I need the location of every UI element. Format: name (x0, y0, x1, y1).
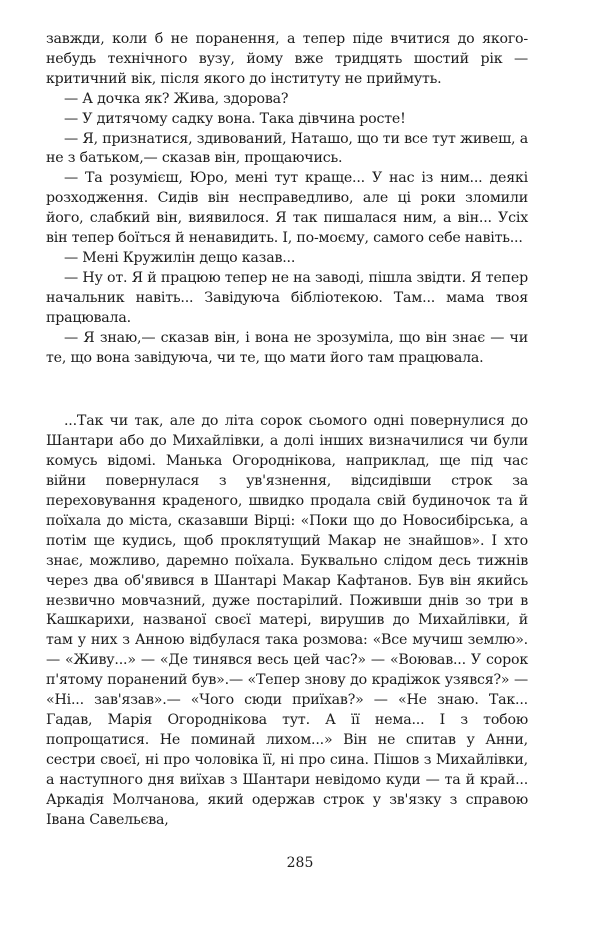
paragraph: завжди, коли б не поранення, а тепер піде вчитися до якого-небудь технічного вузу, йому вже тридцять шостий рік — критичний вік, після якого до інституту не приймуть. (46, 31, 528, 87)
paragraph: ...Так чи так, але до літа сорок сьомого одні повернулися до Шантари або до Михайлівки, а долі інших визначилися чи були комусь відомі. Манька Огороднікова, наприклад, ще під час війни повернулася з ув'язнення, відсидівши строк за переховування краденого, швидко продала свій будиночок та й поїхала до міста, сказавши Вірці: «Поки що до Новосибірська, а потім ще кудись, щоб проклятущий Макар не знайшов». І хто знає, можливо, даремно поїхала. Буквально слідом десь тижнів через два об'явився в Шантарі Макар Кафтанов. Був він якийсь незвично мовчазний, дуже постарілий. Поживши днів зо три в Кашкарихи, названої своєї матері, вирушив до Михайлівки, й там у них з Анною відбулася така розмова: «Все мучиш землю».— «Живу...» — «Де тинявся весь цей час?» — «Воював... У сорок п'ятому поранений був».— «Тепер знову до крадіжок узявся?» — «Ні... зав'язав».— «Чого сюди приїхав?» — «Не знаю. Так... Гадав, Марія Огороднікова тут. А її нема... І з тобою попрощатися. Не поминай лихом...» Він не спитав у Анни, сестри своєї, ні про чоловіка її, ні про сина. Пішов з Михайлівки, а наступного дня виїхав з Шантари невідомо куди — та й край... Аркадія Молчанова, який одержав строк у зв'язку з справою Івана Савельєва, (46, 413, 528, 828)
paragraph: — Мені Кружилін дещо казав... (64, 249, 296, 266)
paragraph: — У дитячому садку вона. Така дівчина росте! (64, 110, 406, 127)
dialogue-section (46, 30, 528, 368)
book-page (46, 30, 528, 830)
narrative-section (46, 412, 528, 830)
paragraph: — А дочка як? Жива, здорова? (64, 90, 289, 107)
paragraph: — Я, признатися, здивований, Наташо, що ти все тут живеш, а не з батьком,— сказав він, прощаючись. (46, 130, 528, 167)
section-break (46, 368, 528, 412)
paragraph: — Ну от. Я й працюю тепер не на заводі, пішла звідти. Я тепер начальник навіть... Завідуюча бібліотекою. Там... мама твоя працювала. (46, 269, 528, 326)
page-number: 285 (286, 855, 314, 871)
paragraph: — Я знаю,— сказав він, і вона не зрозуміла, що він знає — чи те, що вона завідуюча, чи те, що мати його там працювала. (46, 329, 528, 366)
paragraph: — Та розумієш, Юро, мені тут краще... У нас із ним... деякі розходження. Сидів він несправедливо, але ці роки зломили його, слабкий він, виявилося. Я так пишалася ним, а він... Усіх він тепер боїться й ненавидить. І, по-моєму, самого себе навіть... (46, 170, 528, 247)
